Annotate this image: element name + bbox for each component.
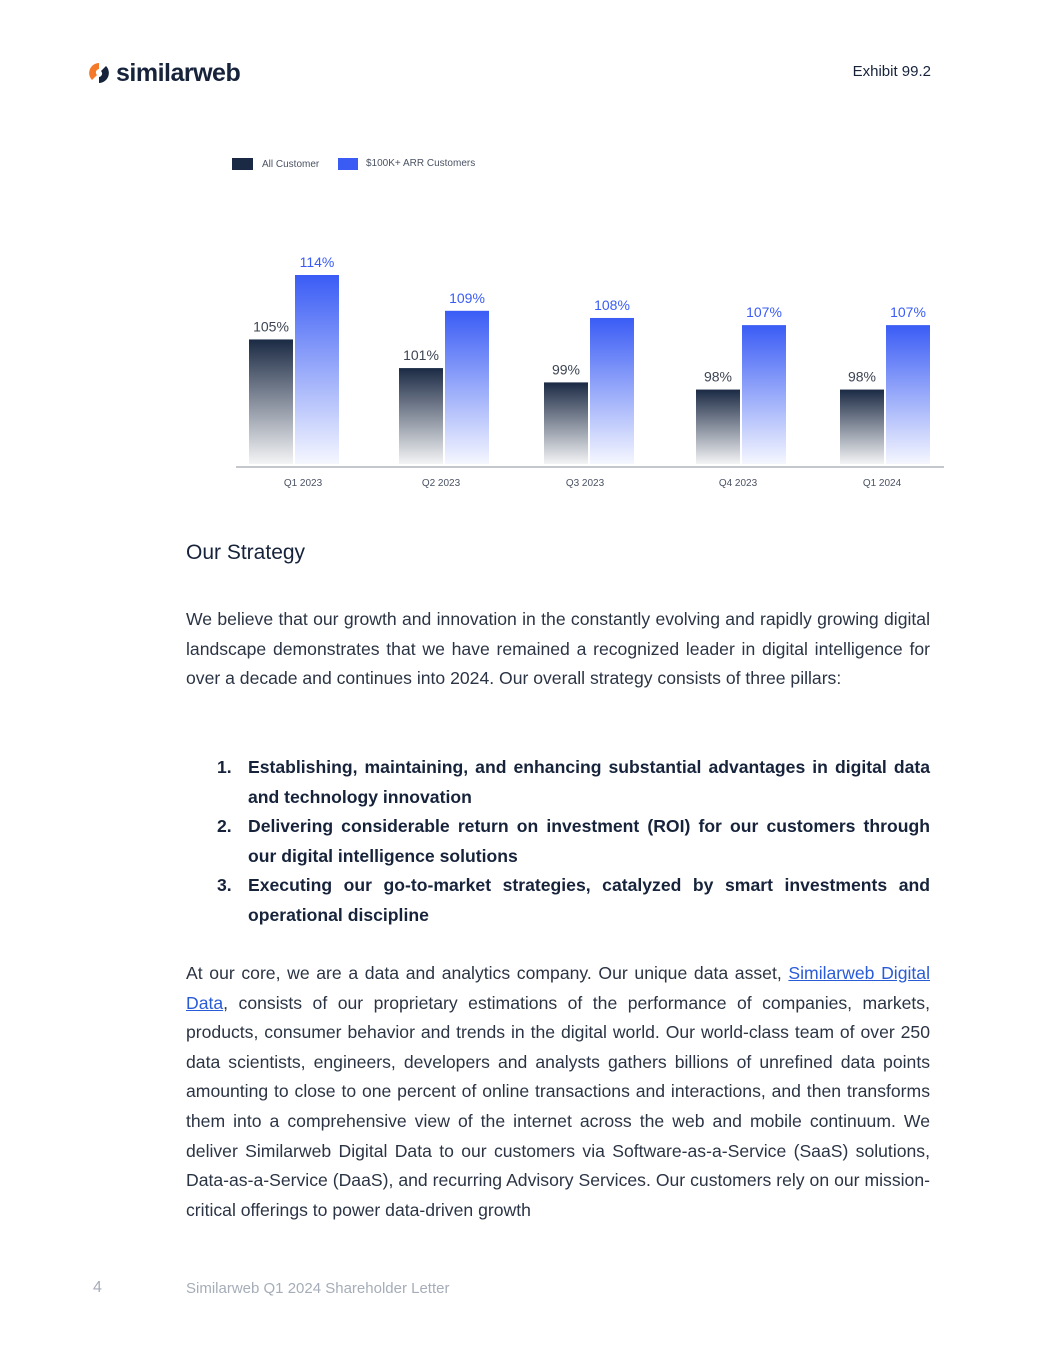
strategy-intro-paragraph: We believe that our growth and innovation in the constantly evolving and rapidly growing digital landscape demonstrates that we have remained a recognized leader in digital intelligence for over a decade and continues into 2024. Our overall strategy consists of three pillars: [186,609,930,689]
net-retention-bar-chart [0,0,1055,520]
paragraph-text: At our core, we are a data and analytics company. Our unique data asset, [186,963,789,983]
bar-all-customer-q1-2023 [249,339,293,464]
bar-all-customer-q4-2023 [696,390,740,464]
list-item-text: Establishing, maintaining, and enhancing substantial advantages in digital data and technology innovation [248,757,930,807]
strategy-pillars-list [186,753,930,931]
data-label: 109% [449,289,485,306]
list-item-number: 3. [217,875,232,896]
bar-all-customer-q2-2023 [399,368,443,464]
data-label: 114% [299,254,335,270]
footer-title: Similarweb Q1 2024 Shareholder Letter [186,1280,450,1297]
legend-label-all-customer: All Customer [262,159,320,170]
data-label: 107% [746,304,782,321]
x-tick-label: Q3 2023 [565,478,605,489]
exhibit-label: Exhibit 99.2 [852,63,931,80]
data-label: 101% [403,347,439,364]
bar-100k-arr-q2-2023 [445,311,489,464]
page-number: 4 [93,1279,102,1296]
bar-100k-arr-q4-2023 [742,325,786,464]
legend-label-100k-arr: $100K+ ARR Customers [366,158,476,169]
legend-swatch-100k-arr [338,158,358,170]
bar-100k-arr-q3-2023 [590,318,634,464]
list-item-number: 2. [217,816,232,837]
list-item-text: Delivering considerable return on investment (ROI) for our customers through our digital intelligence solutions [248,816,930,866]
data-label: 98% [847,368,877,385]
bar-all-customer-q1-2024 [840,390,884,464]
data-label: 98% [703,368,733,385]
data-label: 108% [594,296,630,313]
logo-wordmark: similarweb [116,58,241,87]
similarweb-digital-data-link[interactable]: Similarweb Digital Data [186,963,930,1013]
list-item [186,871,930,930]
data-label: 105% [253,318,289,335]
core-business-paragraph [186,959,930,1225]
bar-all-customer-q3-2023 [544,382,588,464]
x-tick-label: Q1 2024 [862,478,902,489]
x-tick-label: Q2 2023 [421,478,461,489]
list-item [186,753,930,812]
list-item [186,812,930,871]
bar-100k-arr-q1-2023 [295,275,339,464]
list-item-text: Executing our go-to-market strategies, catalyzed by smart investments and operational discipline [248,875,930,925]
list-item-number: 1. [217,757,232,777]
x-tick-label: Q4 2023 [718,478,758,489]
section-heading: Our Strategy [186,541,306,564]
data-label: 107% [890,304,926,321]
data-label: 99% [551,361,581,378]
legend-swatch-all-customer [232,158,253,170]
x-tick-label: Q1 2023 [283,478,323,489]
bar-100k-arr-q1-2024 [886,325,930,464]
paragraph-text: , consists of our proprietary estimations of the performance of companies, markets, products, consumer behavior and trends in the digital world. Our world-class team of over 250 data scientists, engineers, developers and analysts gathers billions of unrefined data points amounting to close to one percent of online transactions and interactions, and then transforms them into a comprehensive view of the internet across the web and mobile continuum. We deliver Similarweb Digital Data to our customers via Software-as-a-Service (SaaS) solutions, Data-as-a-Service (DaaS), and recurring Advisory Services. Our customers rely on our mission-critical offerings to power data-driven growth [186,992,930,1220]
chart-legend [232,158,475,170]
